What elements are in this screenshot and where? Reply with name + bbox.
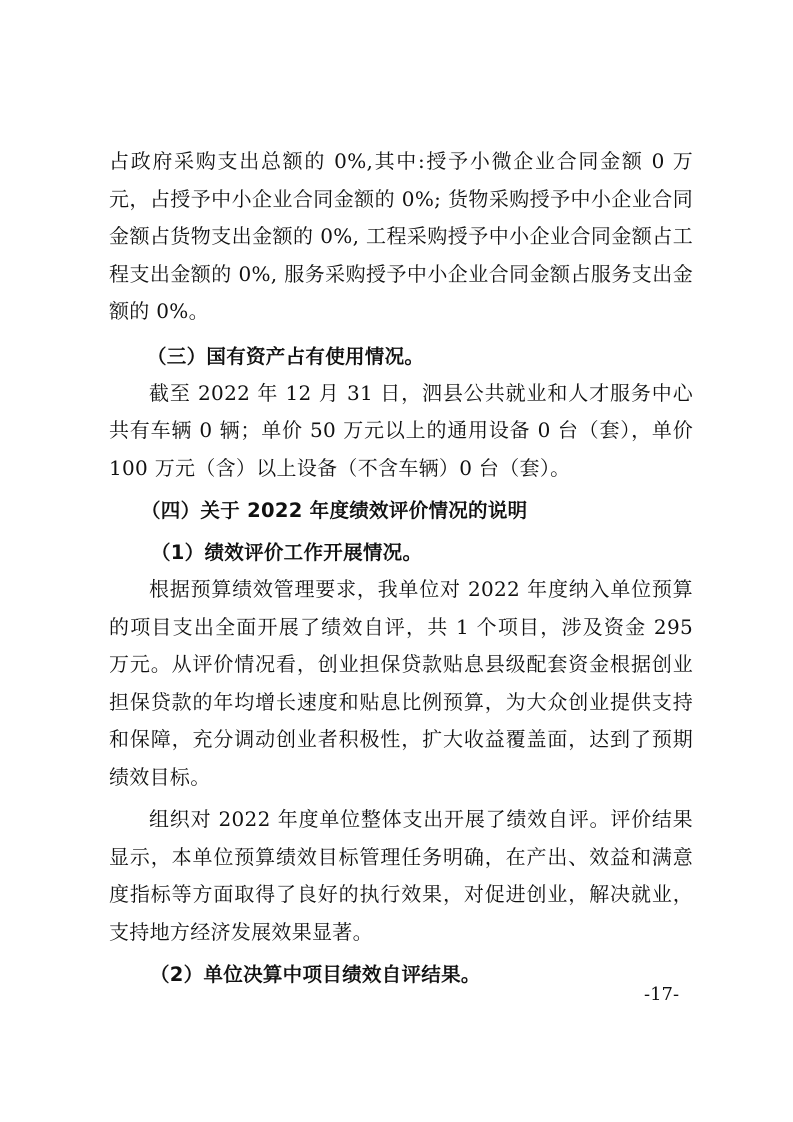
paragraph-procurement-continued: 占政府采购支出总额的 0%,其中:授予小微企业合同金额 0 万元，占授予中小企业合同金额的 0%; 货物采购授予中小企业合同金额占货物支出金额的 0%, 工程采购授予中小企业合同金额占工程支出金额的 0%, 服务采购授予中小企业合同金额占服务支出金额的 0%。	[109, 149, 693, 323]
heading-performance-work: （1）绩效评价工作开展情况。	[151, 541, 423, 564]
paragraph-overall-expenditure: 组织对 2022 年度单位整体支出开展了绩效自评。评价结果显示，本单位预算绩效目标管理任务明确，在产出、效益和满意度指标等方面取得了良好的执行效果，对促进创业，解决就业，支持地方经济发展效果显著。	[109, 807, 693, 944]
heading-state-assets: （三）国有资产占有使用情况。	[147, 344, 425, 368]
heading-performance-evaluation: （四）关于 2022 年度绩效评价情况的说明	[141, 499, 528, 522]
document-body	[109, 143, 693, 993]
paragraph-state-assets: 截至 2022 年 12 月 31 日，泗县公共就业和人才服务中心共有车辆 0 辆；单价 50 万元以上的通用设备 0 台（套），单价 100 万元（含）以上设备（不含车辆）0 台（套）。	[109, 380, 693, 480]
heading-project-self-evaluation: （2）单位决算中项目绩效自评结果。	[150, 963, 481, 986]
page-number: -17-	[644, 984, 680, 1005]
paragraph-performance-work: 根据预算绩效管理要求，我单位对 2022 年度纳入单位预算的项目支出全面开展了绩效自评，共 1 个项目，涉及资金 295 万元。从评价情况看，创业担保贷款贴息县级配套资金根据创业担保贷款的年均增长速度和贴息比例预算，为大众创业提供支持和保障，充分调动创业者积极性，扩大收益覆盖面，达到了预期绩效目标。	[109, 577, 693, 789]
